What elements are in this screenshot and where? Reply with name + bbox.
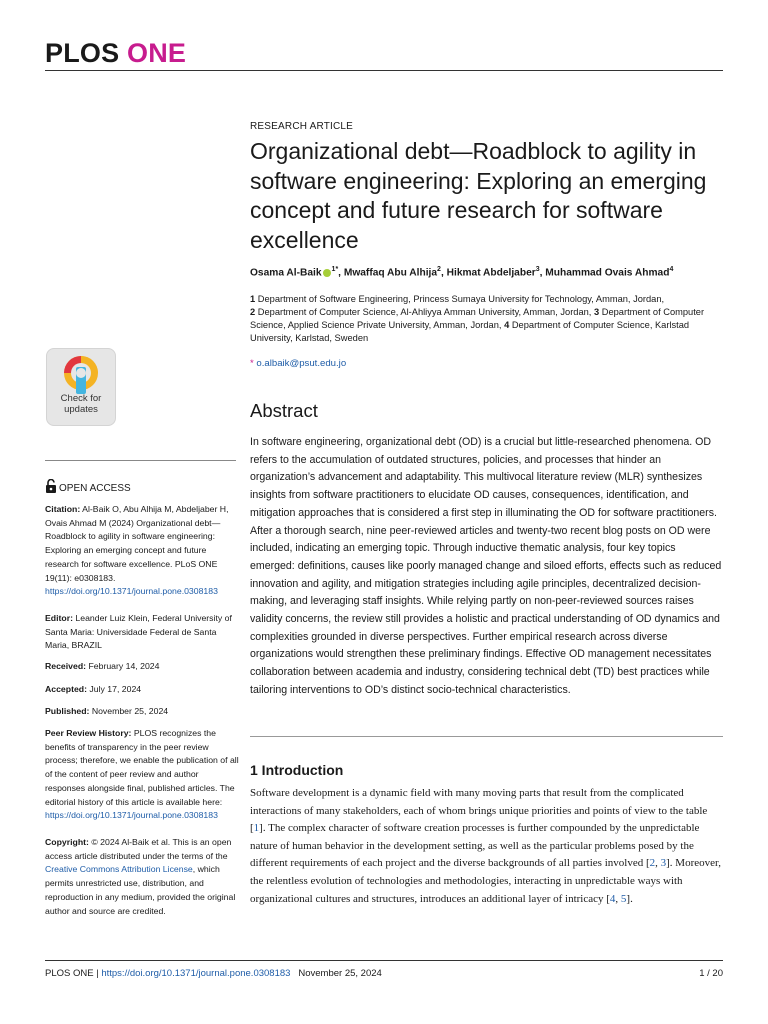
editor-label: Editor: — [45, 613, 73, 623]
article-title: Organizational debt—Roadblock to agility in software engineering: Exploring an emerging concept and future research for software excellence — [250, 138, 707, 253]
citation-text: Al-Baik O, Abu Alhija M, Abdeljaber H, Ovais Ahmad M (2024) Organizational debt—Roadblock to agility in software engineering: Exploring an emerging concept and future research for software excellence. PLoS ONE 19(11): e0308183. — [45, 504, 229, 583]
intro-text-segment: Software development is a dynamic field with many moving parts that result from the complicated interactions of many stakeholders, each of whom brings unique priorities and points of view to the table — [250, 787, 708, 817]
check-for-updates-badge[interactable] — [46, 348, 116, 426]
intro-text-segment: ]. — [626, 892, 633, 905]
corresponding-star: * — [335, 266, 339, 273]
affiliation-number: 2 — [250, 307, 256, 317]
intro-text-segment: ]. The complex character of software creation processes is further compounded by the unpredictable nature of human behavior in the development setting, as well as the particular problems posed by the different requirements of each project and the diverse backgrounds of all parties involved [ — [250, 822, 700, 870]
citation-block — [45, 503, 240, 599]
peer-review-block — [45, 727, 240, 823]
citation-ref-link[interactable]: 5 — [620, 892, 627, 905]
citation-doi-link[interactable]: https://doi.org/10.1371/journal.pone.0308183 — [45, 586, 218, 597]
accepted-label: Accepted: — [45, 684, 87, 694]
copyright-block — [45, 836, 240, 918]
author-affil-sup: 3 — [535, 266, 540, 273]
abstract-text: In software engineering, organizational debt (OD) is a crucial but little-researched phenomena. OD refers to the accumulation of outdated structures, policies, and processes that hinder an organization’s advancement and adaptability. This multivocal literature review (MLR) synthesizes insights from software practitioners to elucidate OD causes, consequences, identification, and mitigation approaches that is considered a first step in illuminating the OD for software practitioners. After a thorough search, nine peer-reviewed articles and twenty-two recent blog posts on OD were included, indicating an emerging topic. Through inductive thematic analysis, four key topics emerged: definitions, causes like poorly managed change and siloed efforts, effects such as reduced innovation and agility, and mitigation strategies including agile principles, decentralized decision-making, and leveraging staff insights. While relying partly on non-peer-reviewed sources raises validity concerns, the review still provides a holistic and practical understanding of OD dynamics and complexities grounded in diverse perspectives. Further empirical research across diverse organizations would strengthen these preliminary findings. Effective OD management necessitates collaboration between academia and industry, considering technical debt (TD) best practices while tailoring interventions to OD’s distinct socio-technical characteristics. — [250, 436, 722, 696]
author-name[interactable]: Osama Al-Baik — [250, 267, 322, 279]
affiliation-text: Department of Software Engineering, Princess Sumaya University for Technology, Amman, Jordan, — [257, 294, 665, 304]
citation-label: Citation: — [45, 504, 81, 514]
author-affil-sup: 1 — [331, 266, 336, 273]
corresponding-email — [250, 358, 725, 369]
affiliation-text: Department of Computer Science, Al-Ahliyya Amman University, Amman, Jordan, — [257, 307, 592, 317]
citation-ref-link[interactable]: 3 — [660, 857, 667, 870]
author-affil-sup: 2 — [437, 266, 441, 273]
author-affil-sup: 4 — [669, 266, 674, 273]
introduction-paragraph — [250, 785, 722, 908]
abstract-heading: Abstract — [250, 400, 318, 421]
author-name[interactable]: Mwaffaq Abu Alhija — [343, 267, 438, 279]
intro-text-segment: , — [615, 892, 621, 905]
journal-logo — [45, 38, 186, 69]
footer-divider — [45, 960, 723, 961]
editor-text: Leander Luiz Klein, Federal University of Santa Maria: Universidade Federal de Santa Maria, BRAZIL — [45, 613, 232, 651]
author-name[interactable]: Muhammad Ovais Ahmad — [545, 267, 670, 279]
peer-review-label: Peer Review History: — [45, 728, 132, 738]
sidebar-divider — [45, 460, 236, 461]
email-star: * — [250, 358, 254, 369]
section-heading-introduction: 1 Introduction — [250, 762, 344, 778]
email-link[interactable]: o.albaik@psut.edu.jo — [256, 358, 347, 369]
header-divider — [45, 70, 723, 71]
footer-date: November 25, 2024 — [298, 968, 382, 979]
received-date: February 14, 2024 — [88, 661, 160, 671]
citation-ref-link[interactable]: 1 — [253, 822, 260, 835]
badge-label — [47, 394, 115, 415]
abstract-divider — [250, 736, 723, 737]
footer-doi-link[interactable]: https://doi.org/10.1371/journal.pone.0308183 — [101, 968, 291, 979]
logo-plos: PLOS — [45, 38, 120, 68]
copyright-text: © 2024 Al-Baik et al. This is an open access article distributed under the terms of the — [45, 837, 232, 861]
affiliation-number: 1 — [250, 294, 256, 304]
crossmark-icon — [59, 354, 103, 394]
license-link[interactable]: Creative Commons Attribution License — [45, 864, 193, 875]
published-date: November 25, 2024 — [91, 706, 169, 716]
citation-ref-link[interactable]: 4 — [609, 892, 616, 905]
badge-line-1: Check for — [60, 393, 102, 404]
author-list: Osama Al-Baik $^{1*}$, Mwaffaq Abu Alhija$^2$, Hikmat Abdeljaber$^3$, Muhammad Ovais Ahmad$^4$ — [250, 266, 674, 279]
author-name[interactable]: Hikmat Abdeljaber — [446, 267, 536, 279]
peer-review-text: PLOS recognizes the benefits of transparency in the peer review process; therefore, we enable the publication of all of the content of peer review and author responses alongside final, published articles. The editorial history of this article is available here: — [45, 728, 239, 807]
affiliations — [250, 293, 725, 345]
copyright-text-tail: , which permits unrestricted use, distribution, and reproduction in any medium, provided the original author and source are credited. — [45, 864, 236, 916]
received-block — [45, 660, 240, 674]
badge-line-2: updates — [64, 403, 98, 415]
open-access-label — [45, 479, 131, 494]
affiliation-text: Department of Computer Science, Applied Science Private University, Amman, Jordan, — [250, 307, 705, 330]
published-label: Published: — [45, 706, 90, 716]
affiliation-number: 3 — [593, 307, 600, 317]
intro-text-segment: , — [655, 857, 661, 870]
page-number: 1 / 20 — [699, 968, 723, 979]
received-label: Received: — [45, 661, 87, 671]
peer-review-link[interactable]: https://doi.org/10.1371/journal.pone.0308183 — [45, 810, 218, 821]
intro-text-segment: ]. Moreover, the relentless evolution of technologies and methodologies, interacting in unpredictable ways with organizational cultures and structures, introduces an additional layer of intricacy [ — [250, 857, 721, 905]
footer-journal: PLOS ONE | — [45, 968, 99, 979]
affiliation-number: 4 — [504, 320, 510, 330]
accepted-block — [45, 683, 240, 697]
accepted-date: July 17, 2024 — [89, 684, 142, 694]
copyright-label: Copyright: — [45, 837, 89, 847]
page-footer — [45, 968, 382, 979]
open-access-text: OPEN ACCESS — [59, 483, 131, 494]
published-block — [45, 705, 240, 719]
editor-block — [45, 612, 240, 653]
intro-text-segment: [ — [250, 822, 254, 835]
citation-ref-link[interactable]: 2 — [649, 857, 656, 870]
open-lock-icon — [45, 479, 57, 493]
logo-one: ONE — [127, 38, 187, 68]
orcid-icon[interactable] — [323, 269, 331, 277]
article-type: RESEARCH ARTICLE — [250, 121, 354, 132]
affiliation-text: Department of Computer Science, Karlstad University, Karlstad, Sweden — [250, 320, 690, 343]
